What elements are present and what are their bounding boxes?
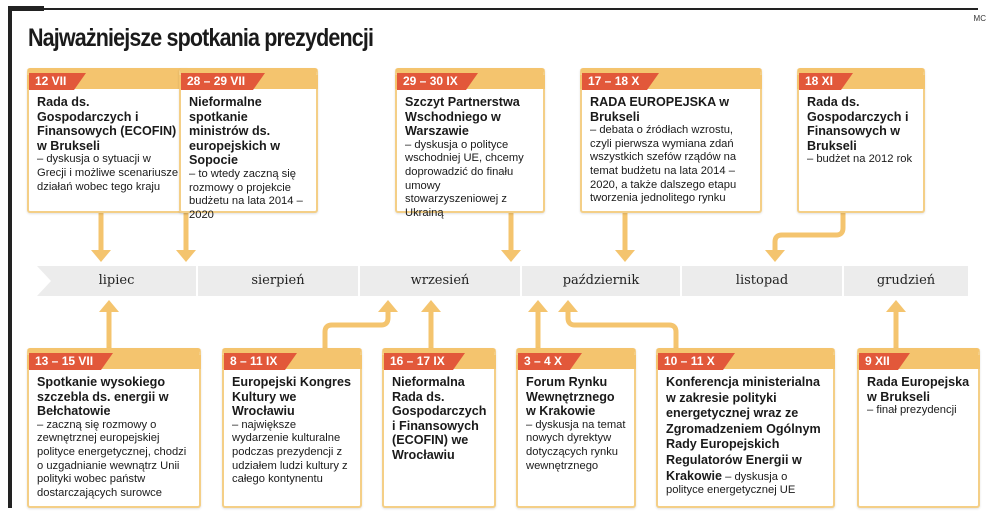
event-desc: – finał prezydencji — [867, 404, 957, 417]
event-title: Konferencja ministerialna w zakresie polityki energetycznej wraz ze Zgromadzeniem Ogólnym Rady Europejskich Regulatorów Energii w Krakowie — [666, 375, 821, 483]
event-date: 13 – 15 VII — [29, 353, 101, 370]
event-card — [27, 68, 189, 213]
event-title: Rada Europejska w Brukseli — [867, 375, 970, 404]
event-title: Spotkanie wysokiego szczebla ds. energii w Bełchatowie — [37, 375, 169, 419]
event-card — [395, 68, 545, 219]
event-title: Forum Rynku Wewnętrznego w Krakowie — [526, 375, 615, 419]
arrow-head-down-icon — [615, 250, 635, 262]
event-card — [382, 348, 496, 508]
event-date: 29 – 30 IX — [397, 73, 466, 90]
event-desc: – to wtedy zaczną się rozmowy o projekcie budżetu na lata 2014 – 2020 — [189, 167, 303, 221]
event-date: 16 – 17 IX — [384, 353, 453, 370]
event-card — [656, 348, 835, 508]
arrow-head-up-icon — [528, 300, 548, 312]
event-desc: – zaczną się rozmowy o zewnętrznej europejskiej polityce energetycznej, chodzi o uzgadnianie wewnątrz Unii polityki wobec państw dostarczających surowce — [37, 418, 187, 499]
event-card — [179, 68, 318, 221]
event-desc: – dyskusja na temat nowych dyrektyw dotyczących rynku wewnętrznego — [526, 418, 626, 472]
month-july: lipiec — [37, 266, 196, 296]
event-desc: – budżet na 2012 rok — [807, 153, 913, 166]
event-date: 3 – 4 X — [518, 353, 570, 370]
credit: MC — [973, 14, 986, 23]
month-september: wrzesień — [360, 266, 520, 296]
event-card — [580, 68, 762, 213]
event-title: Rada ds. Gospodarczych i Finansowych w Brukseli — [807, 95, 909, 153]
arrow-head-up-icon — [378, 300, 398, 312]
event-title: Nieformalne spotkanie ministrów ds. europejskich w Sopocie — [189, 95, 280, 168]
arrow-head-up-icon — [886, 300, 906, 312]
event-date: 17 – 18 X — [582, 73, 647, 90]
event-date: 12 VII — [29, 73, 74, 90]
event-card — [222, 348, 362, 508]
event-desc: – dyskusja o polityce wschodniej UE, chcemy doprowadzić do finału umowy stowarzyszeniowej z Ukrainą — [405, 138, 524, 219]
arrow-head-up-icon — [99, 300, 119, 312]
event-title: RADA EUROPEJSKA w Brukseli — [590, 95, 730, 124]
arrow-head-down-icon — [765, 250, 785, 262]
event-date: 9 XII — [859, 353, 898, 370]
event-title: Nieformalna Rada ds. Gospodarczych i Finansowych (ECOFIN) we Wrocławiu — [392, 375, 487, 462]
month-november: listopad — [682, 266, 842, 296]
month-october: październik — [522, 266, 680, 296]
page-title: Najważniejsze spotkania prezydencji — [28, 24, 374, 52]
arrow-head-up-icon — [421, 300, 441, 312]
event-desc: – dyskusja o polityce energetycznej UE — [666, 470, 796, 497]
event-card — [516, 348, 636, 508]
event-date: 8 – 11 IX — [224, 353, 285, 370]
timeline-start-marker — [37, 266, 51, 296]
arrow-head-down-icon — [176, 250, 196, 262]
event-date: 10 – 11 X — [658, 353, 723, 370]
event-card — [857, 348, 980, 508]
event-title: Rada ds. Gospodarczych i Finansowych (ECOFIN) w Brukseli — [37, 95, 177, 153]
event-date: 18 XI — [799, 73, 841, 90]
event-desc: – debata o źródłach wzrostu, czyli pierwsza wymiana zdań wszystkich szefów rządów na temat budżetu na lata 2014 – 2020, a także dalszego etapu tworzenia jednolitego rynku — [590, 124, 737, 205]
event-card — [27, 348, 201, 508]
arrow-head-down-icon — [91, 250, 111, 262]
month-december: grudzień — [844, 266, 968, 296]
arrow-line — [775, 212, 843, 258]
event-date: 28 – 29 VII — [181, 73, 253, 90]
arrow-line — [568, 304, 676, 348]
event-card — [797, 68, 925, 213]
arrow-head-down-icon — [501, 250, 521, 262]
month-august: sierpień — [198, 266, 358, 296]
event-desc: – największe wydarzenie kulturalne podczas prezydencji z udziałem ludzi kultury z całego kontynentu — [232, 418, 348, 486]
arrow-line — [325, 304, 388, 348]
event-desc: – dyskusja o sytuacji w Grecji i możliwe scenariusze działań wobec tego kraju — [37, 153, 179, 193]
event-title: Szczyt Partnerstwa Wschodniego w Warszawie — [405, 95, 520, 139]
event-title: Europejski Kongres Kultury we Wrocławiu — [232, 375, 351, 419]
arrow-head-up-icon — [558, 300, 578, 312]
